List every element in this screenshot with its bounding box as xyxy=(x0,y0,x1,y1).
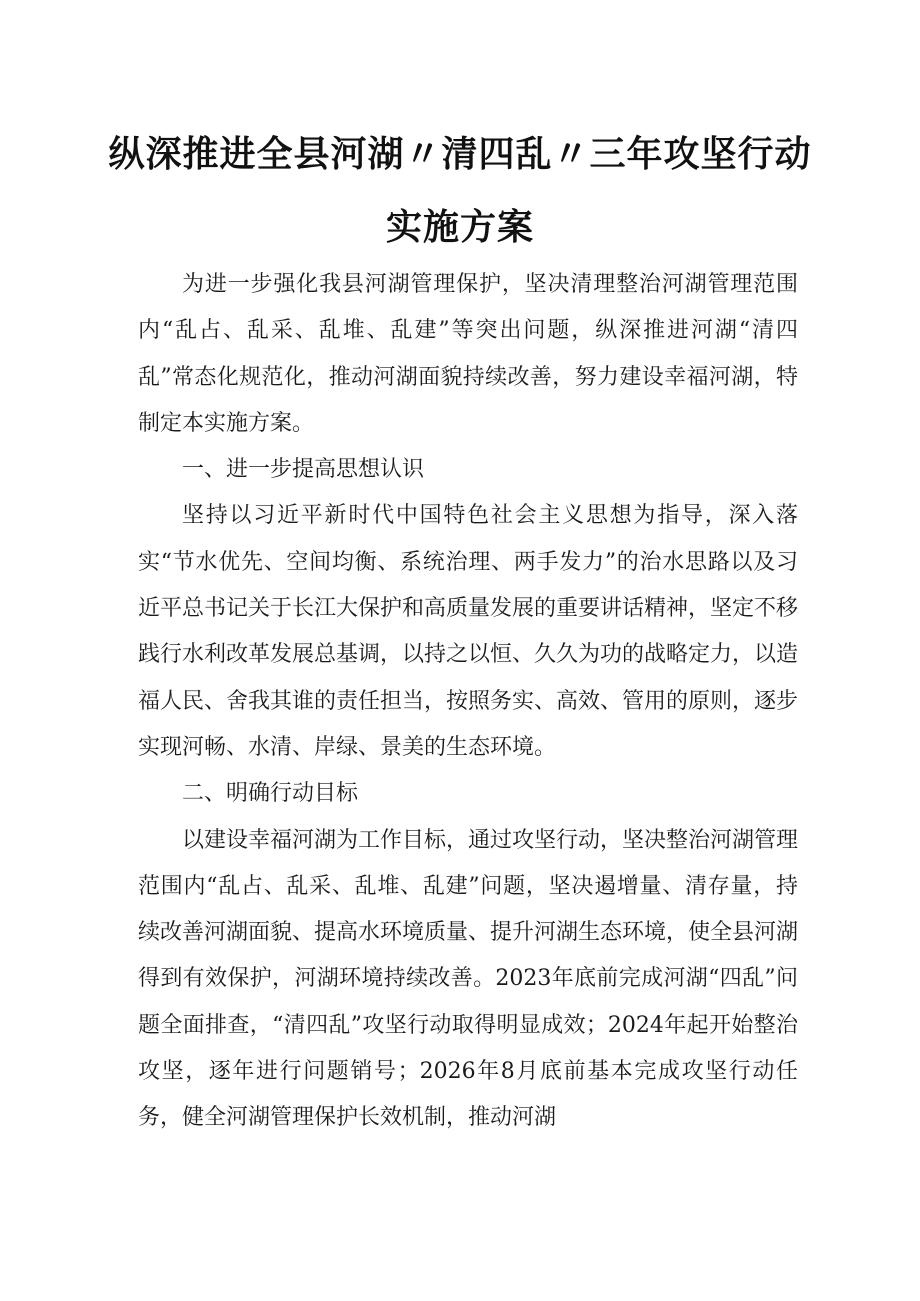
section-2-heading: 二、明确行动目标 xyxy=(182,781,359,807)
section-1-paragraph: 坚持以习近平新时代中国特色社会主义思想为指导，深入落实“节水优先、空间均衡、系统治理、两手发力”的治水思路以及习近平总书记关于长江大保护和高质量发展的重要讲话精神，坚定不移践行水利改革发展总基调，以持之以恒、久久为功的战略定力，以造福人民、舍我其谁的责任担当，按照务实、高效、管用的原则，逐步实现河畅、水清、岸绿、景美的生态环境。 xyxy=(138,503,799,760)
document-title-line-2: 实施方案 xyxy=(385,207,534,248)
document-body xyxy=(138,262,798,1142)
document-title-line-1: 纵深推进全县河湖〃清四乱〃三年攻坚行动 xyxy=(108,134,812,175)
section-1-heading: 一、进一步提高思想认识 xyxy=(182,457,425,483)
intro-paragraph: 为进一步强化我县河湖管理保护，坚决清理整治河湖管理范围内“乱占、乱采、乱堆、乱建”等突出问题，纵深推进河湖“清四乱”常态化规范化，推动河湖面貌持续改善，努力建设幸福河湖，特制定本实施方案。 xyxy=(138,272,798,436)
section-2-paragraph: 以建设幸福河湖为工作目标，通过攻坚行动，坚决整治河湖管理范围内“乱占、乱采、乱堆、乱建”问题，坚决遏增量、清存量，持续改善河湖面貌、提高水环境质量、提升河湖生态环境，使全县河湖得到有效保护，河湖环境持续改善。2023年底前完成河湖“四乱”问题全面排查，“清四乱”攻坚行动取得明显成效；2024年起开始整治攻坚，逐年进行问题销号；2026年8月底前基本完成攻坚行动任务，健全河湖管理保护长效机制，推动河湖 xyxy=(138,827,799,1131)
